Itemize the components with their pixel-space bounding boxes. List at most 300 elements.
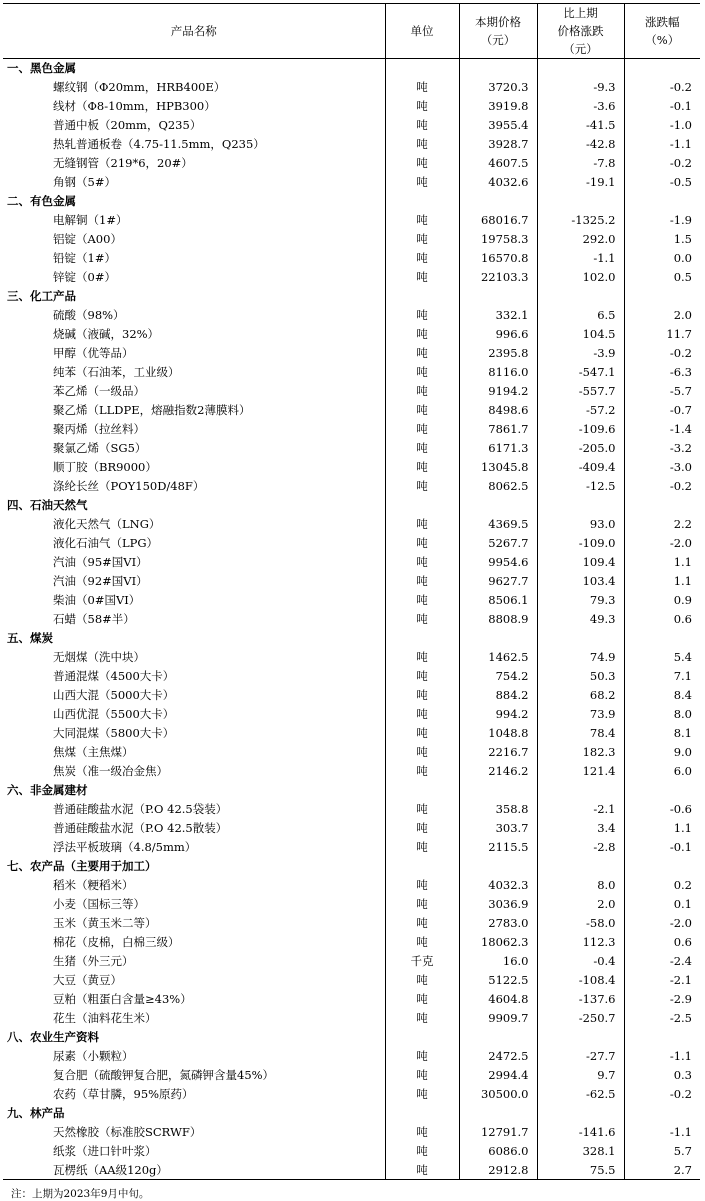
unit-cell: 吨: [385, 97, 459, 116]
product-name-cell: 聚丙烯（拉丝料）: [53, 422, 145, 436]
unit-cell: 吨: [385, 648, 459, 667]
empty-cell: [537, 857, 624, 876]
section-title: 九、林产品: [7, 1106, 65, 1120]
product-name-cell: 汽油（92#国VI）: [53, 574, 148, 588]
change-cell: -7.8: [537, 154, 624, 173]
table-header: [3, 4, 700, 59]
table-row: [3, 534, 700, 553]
change-cell: -12.5: [537, 477, 624, 496]
percent-cell: -6.3: [624, 363, 700, 382]
product-name-cell: 石蜡（58#半）: [53, 612, 135, 626]
price-cell: 4032.6: [459, 173, 537, 192]
price-cell: 9627.7: [459, 572, 537, 591]
unit-cell: 吨: [385, 211, 459, 230]
table-row: [3, 971, 700, 990]
unit-cell: 吨: [385, 1161, 459, 1180]
price-cell: 6171.3: [459, 439, 537, 458]
unit-cell: 吨: [385, 515, 459, 534]
product-name-cell: 热轧普通板卷（4.75-11.5mm，Q235）: [53, 137, 265, 151]
change-cell: 8.0: [537, 876, 624, 895]
empty-cell: [624, 192, 700, 211]
percent-cell: -3.2: [624, 439, 700, 458]
change-cell: -19.1: [537, 173, 624, 192]
change-cell: 3.4: [537, 819, 624, 838]
unit-cell: 吨: [385, 990, 459, 1009]
table-row: [3, 610, 700, 629]
price-cell: 6086.0: [459, 1142, 537, 1161]
empty-cell: [385, 629, 459, 648]
empty-cell: [459, 287, 537, 306]
product-name-cell: 普通硅酸盐水泥（P.O 42.5袋装）: [53, 802, 228, 816]
percent-cell: -2.0: [624, 534, 700, 553]
table-row: [3, 686, 700, 705]
footnote: 注：上期为2023年9月中旬。: [11, 1188, 150, 1200]
price-cell: 3919.8: [459, 97, 537, 116]
product-name-cell: 普通硅酸盐水泥（P.O 42.5散装）: [53, 821, 228, 835]
unit-cell: 吨: [385, 230, 459, 249]
change-cell: 74.9: [537, 648, 624, 667]
unit-cell: 吨: [385, 173, 459, 192]
unit-cell: 吨: [385, 572, 459, 591]
empty-cell: [385, 192, 459, 211]
price-cell: 4369.5: [459, 515, 537, 534]
change-cell: -1325.2: [537, 211, 624, 230]
unit-cell: 吨: [385, 686, 459, 705]
empty-cell: [537, 496, 624, 515]
price-cell: 30500.0: [459, 1085, 537, 1104]
unit-cell: 吨: [385, 914, 459, 933]
unit-cell: 吨: [385, 667, 459, 686]
table-row: [3, 458, 700, 477]
change-cell: -109.6: [537, 420, 624, 439]
table-row: [3, 1066, 700, 1085]
product-name-cell: 电解铜（1#）: [53, 213, 128, 227]
unit-cell: 吨: [385, 895, 459, 914]
percent-cell: -1.1: [624, 1123, 700, 1142]
unit-cell: 吨: [385, 553, 459, 572]
table-row: [3, 116, 700, 135]
percent-cell: -0.2: [624, 344, 700, 363]
empty-cell: [624, 287, 700, 306]
price-cell: 884.2: [459, 686, 537, 705]
empty-cell: [624, 629, 700, 648]
percent-cell: 2.0: [624, 306, 700, 325]
empty-cell: [459, 857, 537, 876]
price-cell: 2912.8: [459, 1161, 537, 1180]
percent-cell: 11.7: [624, 325, 700, 344]
table-row: [3, 648, 700, 667]
price-cell: 3720.3: [459, 78, 537, 97]
price-cell: 16570.8: [459, 249, 537, 268]
unit-cell: 吨: [385, 116, 459, 135]
change-cell: 109.4: [537, 553, 624, 572]
change-cell: -557.7: [537, 382, 624, 401]
product-name-cell: 纯苯（石油苯，工业级）: [53, 365, 180, 379]
percent-cell: -0.1: [624, 838, 700, 857]
empty-cell: [459, 1028, 537, 1047]
price-cell: 1462.5: [459, 648, 537, 667]
table-body: [3, 59, 700, 1180]
change-cell: -62.5: [537, 1085, 624, 1104]
table-row: [3, 572, 700, 591]
percent-cell: 0.1: [624, 895, 700, 914]
change-cell: -250.7: [537, 1009, 624, 1028]
table-row: [3, 591, 700, 610]
percent-cell: 0.2: [624, 876, 700, 895]
percent-cell: -0.7: [624, 401, 700, 420]
product-name-cell: 普通中板（20mm，Q235）: [53, 118, 202, 132]
change-cell: -9.3: [537, 78, 624, 97]
table-row: [3, 230, 700, 249]
percent-cell: -1.1: [624, 1047, 700, 1066]
price-cell: 332.1: [459, 306, 537, 325]
percent-cell: 8.1: [624, 724, 700, 743]
section-title: 六、非金属建材: [7, 783, 88, 797]
section-row: [3, 857, 700, 876]
table-row: [3, 420, 700, 439]
table-row: [3, 249, 700, 268]
price-cell: 5122.5: [459, 971, 537, 990]
unit-cell: 吨: [385, 1047, 459, 1066]
header-product-name: 产品名称: [3, 4, 385, 59]
percent-cell: -1.0: [624, 116, 700, 135]
change-cell: 104.5: [537, 325, 624, 344]
price-table: [3, 3, 700, 1180]
unit-cell: 吨: [385, 819, 459, 838]
empty-cell: [624, 781, 700, 800]
change-cell: -3.6: [537, 97, 624, 116]
unit-cell: 吨: [385, 363, 459, 382]
price-cell: 4032.3: [459, 876, 537, 895]
section-title: 三、化工产品: [7, 289, 76, 303]
change-cell: -2.1: [537, 800, 624, 819]
product-name-cell: 豆粕（粗蛋白含量≥43%）: [53, 992, 192, 1006]
empty-cell: [385, 59, 459, 78]
product-name-cell: 天然橡胶（标准胶SCRWF）: [53, 1125, 202, 1139]
price-cell: 754.2: [459, 667, 537, 686]
empty-cell: [537, 59, 624, 78]
price-cell: 1048.8: [459, 724, 537, 743]
empty-cell: [385, 496, 459, 515]
product-name-cell: 浮法平板玻璃（4.8/5mm）: [53, 840, 197, 854]
unit-cell: 吨: [385, 325, 459, 344]
unit-cell: 吨: [385, 268, 459, 287]
price-cell: 3036.9: [459, 895, 537, 914]
table-row: [3, 705, 700, 724]
section-title: 八、农业生产资料: [7, 1030, 99, 1044]
price-cell: 994.2: [459, 705, 537, 724]
unit-cell: 吨: [385, 610, 459, 629]
percent-cell: -1.1: [624, 135, 700, 154]
product-name-cell: 液化石油气（LPG）: [53, 536, 159, 550]
change-cell: -3.9: [537, 344, 624, 363]
percent-cell: 8.0: [624, 705, 700, 724]
price-cell: 9954.6: [459, 553, 537, 572]
product-name-cell: 烧碱（液碱，32%）: [53, 327, 160, 341]
price-cell: 19758.3: [459, 230, 537, 249]
product-name-cell: 无烟煤（洗中块）: [53, 650, 145, 664]
price-cell: 8498.6: [459, 401, 537, 420]
unit-cell: 吨: [385, 306, 459, 325]
empty-cell: [385, 857, 459, 876]
section-title: 一、黑色金属: [7, 61, 76, 76]
price-cell: 9194.2: [459, 382, 537, 401]
unit-cell: 吨: [385, 800, 459, 819]
price-cell: 8506.1: [459, 591, 537, 610]
unit-cell: 吨: [385, 458, 459, 477]
product-name-cell: 普通混煤（4500大卡）: [53, 669, 175, 683]
empty-cell: [537, 781, 624, 800]
product-name-cell: 小麦（国标三等）: [53, 897, 145, 911]
section-row: [3, 59, 700, 78]
change-cell: -108.4: [537, 971, 624, 990]
percent-cell: -0.5: [624, 173, 700, 192]
price-cell: 303.7: [459, 819, 537, 838]
percent-cell: 5.7: [624, 1142, 700, 1161]
table-row: [3, 762, 700, 781]
percent-cell: 8.4: [624, 686, 700, 705]
percent-cell: 1.5: [624, 230, 700, 249]
section-title: 四、石油天然气: [7, 498, 88, 512]
percent-cell: 2.2: [624, 515, 700, 534]
product-name-cell: 柴油（0#国VI）: [53, 593, 141, 607]
unit-cell: 吨: [385, 1142, 459, 1161]
table-row: [3, 667, 700, 686]
product-name-cell: 大同混煤（5800大卡）: [53, 726, 175, 740]
table-row: [3, 743, 700, 762]
product-name-cell: 锌锭（0#）: [53, 270, 116, 284]
product-name-cell: 棉花（皮棉，白棉三级）: [53, 935, 180, 949]
product-name-cell: 复合肥（硫酸钾复合肥，氮磷钾含量45%）: [53, 1068, 275, 1082]
change-cell: 182.3: [537, 743, 624, 762]
change-cell: 121.4: [537, 762, 624, 781]
table-row: [3, 97, 700, 116]
header-unit: 单位: [385, 4, 459, 59]
table-row: [3, 933, 700, 952]
table-row: [3, 876, 700, 895]
percent-cell: -1.9: [624, 211, 700, 230]
percent-cell: -1.4: [624, 420, 700, 439]
section-title: 二、有色金属: [7, 194, 76, 208]
product-name-cell: 汽油（95#国VI）: [53, 555, 148, 569]
product-name-cell: 农药（草甘膦，95%原药）: [53, 1087, 194, 1101]
table-row: [3, 1047, 700, 1066]
percent-cell: 0.0: [624, 249, 700, 268]
table-row: [3, 477, 700, 496]
product-name-cell: 聚氯乙烯（SG5）: [53, 441, 147, 455]
percent-cell: -0.2: [624, 154, 700, 173]
empty-cell: [385, 1028, 459, 1047]
section-row: [3, 192, 700, 211]
table-row: [3, 306, 700, 325]
percent-cell: 9.0: [624, 743, 700, 762]
change-cell: 68.2: [537, 686, 624, 705]
product-name-cell: 焦煤（主焦煤）: [53, 745, 134, 759]
price-cell: 68016.7: [459, 211, 537, 230]
unit-cell: 吨: [385, 1009, 459, 1028]
percent-cell: -0.6: [624, 800, 700, 819]
unit-cell: 吨: [385, 401, 459, 420]
price-cell: 7861.7: [459, 420, 537, 439]
percent-cell: 1.1: [624, 553, 700, 572]
product-name-cell: 花生（油料花生米）: [53, 1011, 157, 1025]
section-row: [3, 629, 700, 648]
table-row: [3, 439, 700, 458]
empty-cell: [459, 59, 537, 78]
price-cell: 2472.5: [459, 1047, 537, 1066]
header-change-percent: 涨跌幅 （%）: [624, 4, 700, 59]
product-name-cell: 顺丁胶（BR9000）: [53, 460, 157, 474]
change-cell: 103.4: [537, 572, 624, 591]
unit-cell: 吨: [385, 78, 459, 97]
percent-cell: -2.4: [624, 952, 700, 971]
product-name-cell: 瓦楞纸（AA级120g）: [3, 1161, 385, 1180]
price-cell: 2395.8: [459, 344, 537, 363]
change-cell: -547.1: [537, 363, 624, 382]
table-row: [3, 211, 700, 230]
table-row: [3, 401, 700, 420]
table-row: [3, 363, 700, 382]
empty-cell: [537, 629, 624, 648]
product-name-cell: 甲醇（优等品）: [53, 346, 134, 360]
change-cell: 102.0: [537, 268, 624, 287]
change-cell: -57.2: [537, 401, 624, 420]
percent-cell: -0.1: [624, 97, 700, 116]
unit-cell: 吨: [385, 762, 459, 781]
percent-cell: 0.6: [624, 610, 700, 629]
price-cell: 8062.5: [459, 477, 537, 496]
change-cell: -1.1: [537, 249, 624, 268]
empty-cell: [459, 192, 537, 211]
change-cell: -27.7: [537, 1047, 624, 1066]
change-cell: 75.5: [537, 1161, 624, 1180]
change-cell: -42.8: [537, 135, 624, 154]
product-name-cell: 线材（Φ8-10mm，HPB300）: [53, 99, 216, 113]
change-cell: 93.0: [537, 515, 624, 534]
empty-cell: [624, 1028, 700, 1047]
unit-cell: 吨: [385, 477, 459, 496]
percent-cell: 2.7: [624, 1161, 700, 1180]
table-row: [3, 952, 700, 971]
price-cell: 4604.8: [459, 990, 537, 1009]
price-cell: 2216.7: [459, 743, 537, 762]
section-title: 七、农产品（主要用于加工）: [7, 859, 157, 873]
price-cell: 8808.9: [459, 610, 537, 629]
section-row: [3, 287, 700, 306]
table-row: [3, 78, 700, 97]
header-price-change: 比上期 价格涨跌 （元）: [537, 4, 624, 59]
change-cell: -2.8: [537, 838, 624, 857]
price-cell: 4607.5: [459, 154, 537, 173]
change-cell: -141.6: [537, 1123, 624, 1142]
product-name-cell: 硫酸（98%）: [53, 308, 125, 322]
product-name-cell: 铝锭（A00）: [53, 232, 122, 246]
section-row: [3, 1104, 700, 1123]
product-name-cell: 大豆（黄豆）: [53, 973, 122, 987]
table-row: [3, 173, 700, 192]
product-name-cell: 焦炭（准一级冶金焦）: [53, 764, 168, 778]
unit-cell: 吨: [385, 1085, 459, 1104]
price-cell: 9909.7: [459, 1009, 537, 1028]
table-row: [3, 914, 700, 933]
product-name-cell: 螺纹钢（Φ20mm，HRB400E）: [53, 80, 226, 94]
percent-cell: 0.9: [624, 591, 700, 610]
change-cell: 6.5: [537, 306, 624, 325]
empty-cell: [537, 1104, 624, 1123]
empty-cell: [537, 192, 624, 211]
table-row: [3, 1161, 700, 1180]
empty-cell: [459, 781, 537, 800]
product-name-cell: 液化天然气（LNG）: [53, 517, 161, 531]
change-cell: 79.3: [537, 591, 624, 610]
product-name-cell: 角钢（5#）: [53, 175, 116, 189]
product-name-cell: 铅锭（1#）: [53, 251, 116, 265]
change-cell: 2.0: [537, 895, 624, 914]
unit-cell: 吨: [385, 743, 459, 762]
change-cell: 73.9: [537, 705, 624, 724]
unit-cell: 吨: [385, 439, 459, 458]
percent-cell: -0.2: [624, 1085, 700, 1104]
product-name-cell: 聚乙烯（LLDPE，熔融指数2薄膜料）: [53, 403, 251, 417]
table-row: [3, 838, 700, 857]
empty-cell: [624, 857, 700, 876]
unit-cell: 吨: [385, 1123, 459, 1142]
table-row: [3, 895, 700, 914]
table-row: [3, 325, 700, 344]
product-name-cell: 尿素（小颗粒）: [53, 1049, 134, 1063]
price-cell: 5267.7: [459, 534, 537, 553]
change-cell: 112.3: [537, 933, 624, 952]
product-name-cell: 山西优混（5500大卡）: [53, 707, 175, 721]
empty-cell: [385, 1104, 459, 1123]
price-cell: 2115.5: [459, 838, 537, 857]
change-cell: 328.1: [537, 1142, 624, 1161]
change-cell: -109.0: [537, 534, 624, 553]
price-cell: 2783.0: [459, 914, 537, 933]
product-name-cell: 涤纶长丝（POY150D/48F）: [53, 479, 205, 493]
empty-cell: [385, 781, 459, 800]
table-row: [3, 515, 700, 534]
table-row: [3, 268, 700, 287]
price-cell: 3928.7: [459, 135, 537, 154]
table-row: [3, 1123, 700, 1142]
product-name-cell: 生猪（外三元）: [53, 954, 134, 968]
price-cell: 18062.3: [459, 933, 537, 952]
percent-cell: -0.2: [624, 78, 700, 97]
percent-cell: 1.1: [624, 572, 700, 591]
percent-cell: 5.4: [624, 648, 700, 667]
unit-cell: 吨: [385, 838, 459, 857]
section-row: [3, 781, 700, 800]
change-cell: -205.0: [537, 439, 624, 458]
change-cell: -41.5: [537, 116, 624, 135]
change-cell: -58.0: [537, 914, 624, 933]
change-cell: 292.0: [537, 230, 624, 249]
change-cell: 9.7: [537, 1066, 624, 1085]
table-row: [3, 724, 700, 743]
section-row: [3, 496, 700, 515]
product-name-cell: 纸浆（进口针叶浆）: [53, 1144, 157, 1158]
product-name-cell: 玉米（黄玉米二等）: [53, 916, 157, 930]
price-cell: 2994.4: [459, 1066, 537, 1085]
change-cell: -409.4: [537, 458, 624, 477]
price-cell: 996.6: [459, 325, 537, 344]
empty-cell: [624, 1104, 700, 1123]
unit-cell: 吨: [385, 249, 459, 268]
price-cell: 358.8: [459, 800, 537, 819]
unit-cell: 吨: [385, 971, 459, 990]
change-cell: 50.3: [537, 667, 624, 686]
